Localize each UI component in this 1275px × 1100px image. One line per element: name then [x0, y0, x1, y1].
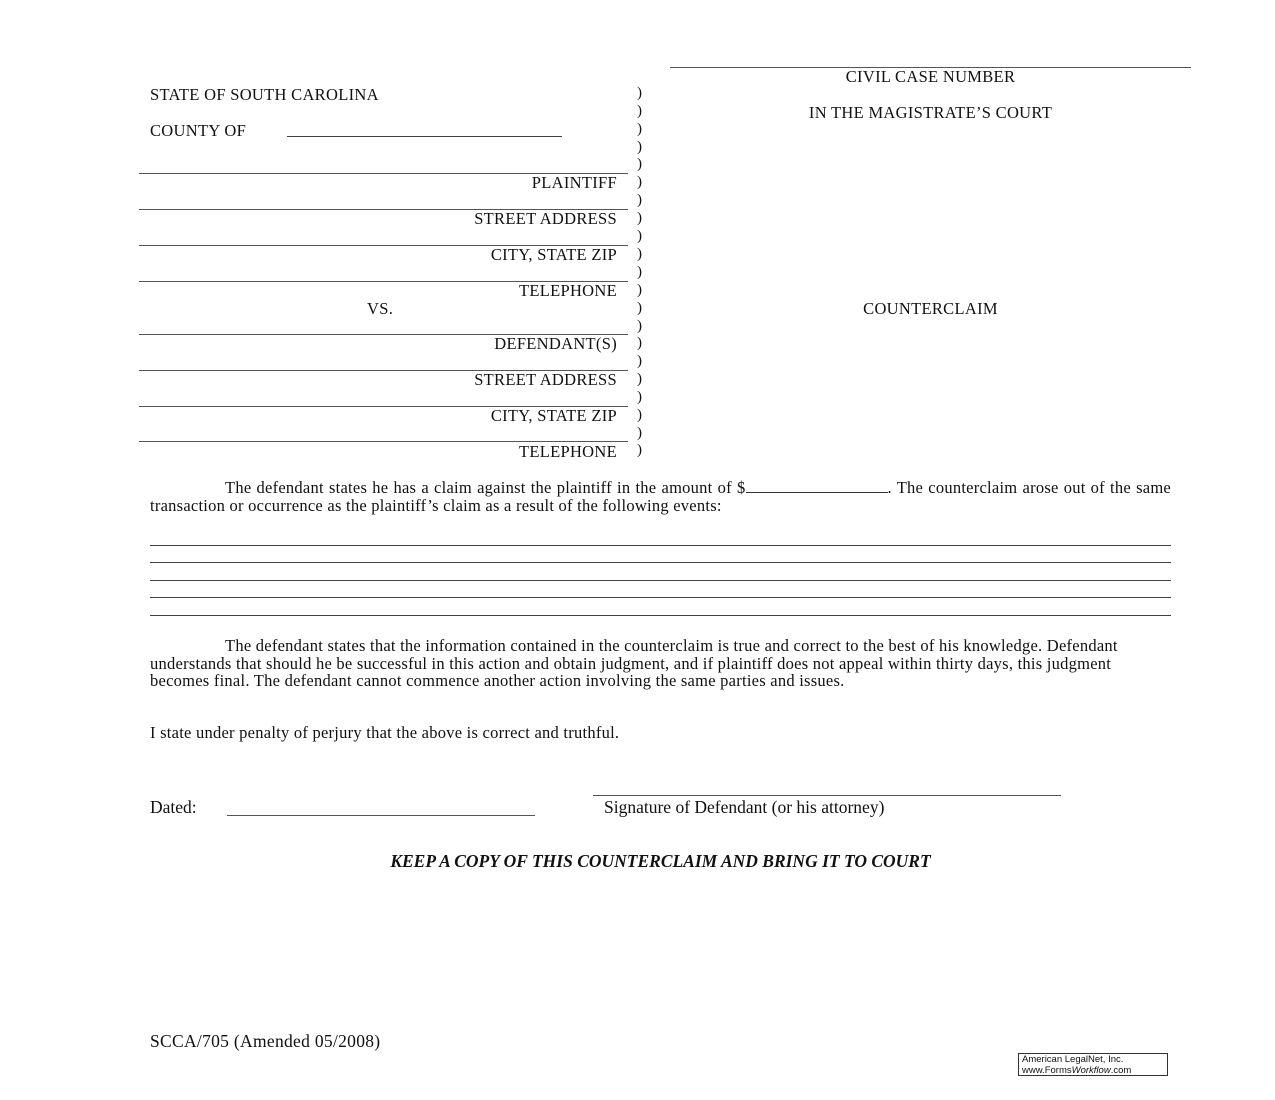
claim-text-after: . The counterclaim arose out of the same transaction or occurrence as the plaintiff’s claim as a result of the following events: [150, 478, 1171, 515]
claim-text-before: The defendant states he has a claim against the plaintiff in the amount of $ [225, 478, 746, 497]
claim-amount-field[interactable] [746, 479, 888, 493]
caption-paren: ) [637, 85, 642, 101]
caption-paren: ) [637, 371, 642, 387]
county-field[interactable] [287, 136, 562, 137]
event-line-4[interactable] [150, 597, 1171, 598]
signature-field[interactable] [593, 795, 1061, 796]
signature-label: Signature of Defendant (or his attorney) [604, 797, 885, 817]
caption-paren: ) [637, 192, 642, 208]
publisher-box [1018, 1053, 1168, 1076]
publisher-url: www.FormsWorkflow.com [1022, 1064, 1132, 1076]
keep-copy-notice: KEEP A COPY OF THIS COUNTERCLAIM AND BRING IT TO COURT [390, 851, 931, 871]
caption-paren: ) [637, 156, 642, 172]
caption-paren: ) [637, 318, 642, 334]
dated-label: Dated: [150, 797, 197, 817]
caption-paren: ) [637, 282, 642, 298]
dated-field[interactable] [227, 815, 535, 816]
caption-paren: ) [637, 389, 642, 405]
caption-paren: ) [637, 246, 642, 262]
court-name: IN THE MAGISTRATE’S COURT [808, 103, 1053, 122]
caption-paren: ) [637, 228, 642, 244]
caption-paren: ) [637, 139, 642, 155]
event-line-1[interactable] [150, 545, 1171, 546]
form-id: SCCA/705 (Amended 05/2008) [150, 1031, 381, 1051]
caption-paren: ) [637, 264, 642, 280]
caption-paren: ) [637, 335, 642, 351]
perjury-statement: I state under penalty of perjury that the above is correct and truthful. [150, 723, 620, 742]
plaintiff-label: PLAINTIFF [531, 173, 617, 192]
case-number-label: CIVIL CASE NUMBER [845, 67, 1016, 86]
plaintiff-city-label: CITY, STATE ZIP [490, 245, 617, 264]
caption-paren: ) [637, 442, 642, 458]
event-line-5[interactable] [150, 615, 1171, 616]
caption-paren: ) [637, 103, 642, 119]
defendant-city-label: CITY, STATE ZIP [490, 406, 617, 425]
defendant-street-label: STREET ADDRESS [474, 370, 617, 389]
state-heading: STATE OF SOUTH CAROLINA [150, 85, 379, 104]
caption-paren: ) [637, 300, 642, 316]
county-label: COUNTY OF [150, 121, 247, 140]
plaintiff-street-label: STREET ADDRESS [474, 209, 617, 228]
document-title: COUNTERCLAIM [863, 299, 998, 318]
event-line-2[interactable] [150, 562, 1171, 563]
defendant-label: DEFENDANT(S) [494, 334, 617, 353]
publisher-name: American LegalNet, Inc. [1022, 1054, 1124, 1065]
versus-label: VS. [367, 299, 394, 318]
statement-paragraph: The defendant states that the information contained in the counterclaim is true and correct to the best of his knowledge. Defendant understands that should he be successful in this action and obtain judgment, and if plaintiff does not appeal within thirty days, this judgment becomes final. The defendant cannot commence another action involving the same parties and issues. [150, 636, 1118, 690]
defendant-phone-label: TELEPHONE [518, 442, 617, 461]
event-line-3[interactable] [150, 580, 1171, 581]
caption-paren: ) [637, 121, 642, 137]
caption-paren: ) [637, 174, 642, 190]
caption-paren: ) [637, 425, 642, 441]
claim-paragraph [150, 479, 1171, 514]
caption-paren: ) [637, 210, 642, 226]
caption-paren: ) [637, 407, 642, 423]
plaintiff-phone-label: TELEPHONE [518, 281, 617, 300]
caption-paren: ) [637, 353, 642, 369]
